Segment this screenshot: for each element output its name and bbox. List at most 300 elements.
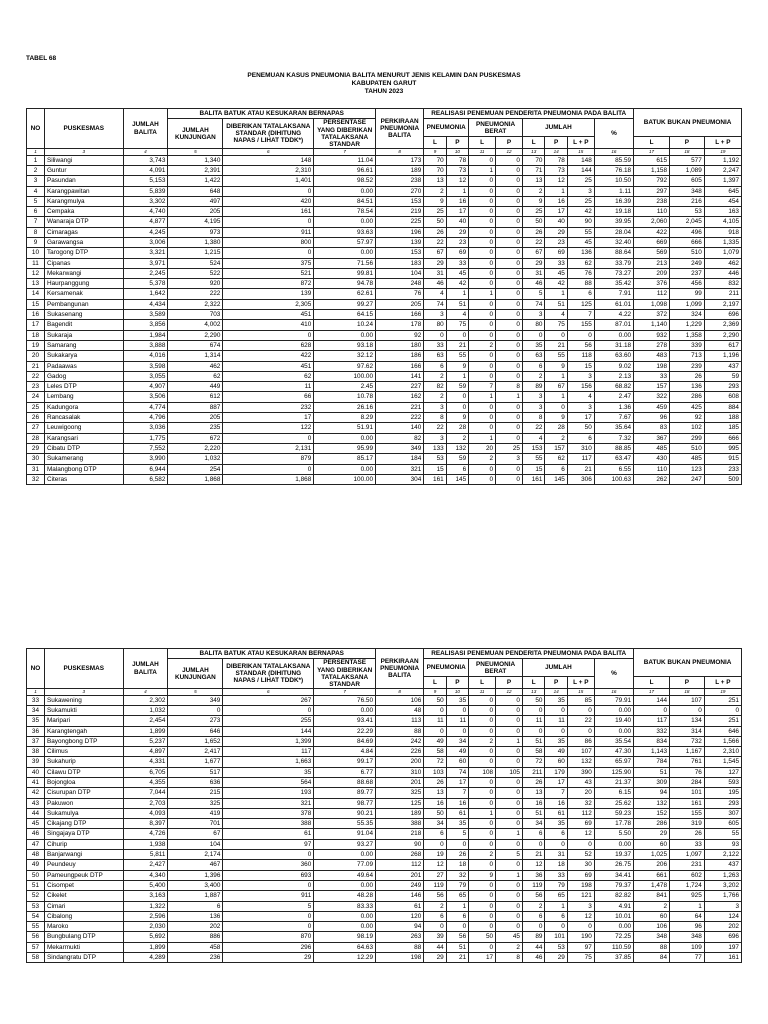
table-cell: 5: [496, 850, 523, 860]
table-cell: 410: [223, 320, 314, 330]
table-cell: 7,552: [123, 443, 168, 453]
puskesmas-name-cell: Singajaya DTP: [44, 829, 123, 839]
table-cell: 16: [545, 196, 567, 206]
table-cell: 732: [670, 736, 705, 746]
table-cell: 190: [567, 932, 594, 942]
table-cell: 3,006: [123, 237, 168, 247]
table-cell: 1,032: [123, 705, 168, 715]
table-cell: 235: [168, 423, 223, 433]
table-cell: 6.15: [594, 788, 633, 798]
table-cell: 61: [223, 829, 314, 839]
table-cell: 437: [704, 361, 741, 371]
puskesmas-name-cell: Banjarwangi: [44, 850, 123, 860]
table-cell: 98.52: [314, 176, 376, 186]
table-cell: 0: [469, 330, 496, 340]
table-cell: 94: [634, 788, 670, 798]
table-cell: 75: [446, 320, 468, 330]
table-cell: 0: [223, 248, 314, 258]
table-cell: 522: [168, 268, 223, 278]
header-jumlah-kunjungan: JUMLAH KUNJUNGAN: [168, 119, 223, 149]
table-cell: 28: [446, 423, 468, 433]
table-cell: 103: [424, 767, 446, 777]
table-cell: 136: [670, 382, 705, 392]
column-number: 11: [469, 149, 496, 156]
table-cell: 1,545: [704, 757, 741, 767]
table-cell: 22: [27, 371, 45, 381]
table-cell: 4,877: [123, 217, 168, 227]
table-cell: 6: [27, 207, 45, 217]
table-cell: 2,290: [168, 330, 223, 340]
table-cell: 0: [446, 839, 468, 849]
table-cell: 157: [634, 382, 670, 392]
table-cell: 31: [27, 464, 45, 474]
table-cell: 2: [522, 901, 544, 911]
table-cell: 496: [670, 227, 705, 237]
table-cell: 0: [567, 922, 594, 932]
table-cell: 3,598: [123, 361, 168, 371]
table-cell: 249: [376, 880, 424, 890]
table-cell: 13: [522, 788, 544, 798]
table-cell: 1: [446, 186, 468, 196]
table-cell: 2,030: [123, 922, 168, 932]
table-row: [27, 747, 742, 757]
table-cell: 26: [424, 227, 446, 237]
table-cell: 1: [469, 808, 496, 818]
table-cell: 75: [545, 320, 567, 330]
column-number: 13: [522, 149, 544, 156]
header-pneumonia: PNEUMONIA: [424, 659, 469, 677]
table-cell: 58: [27, 953, 45, 963]
table-cell: 451: [223, 361, 314, 371]
table-cell: 161: [522, 474, 544, 484]
table-cell: 92: [376, 330, 424, 340]
table-cell: 0: [446, 392, 468, 402]
table-cell: 55: [522, 454, 544, 464]
table-cell: 161: [223, 207, 314, 217]
table-cell: 188: [704, 413, 741, 423]
table-cell: 226: [376, 747, 424, 757]
table-cell: 33: [446, 258, 468, 268]
table-cell: 0: [496, 402, 523, 412]
table-cell: 1,677: [168, 757, 223, 767]
table-cell: 1,899: [123, 942, 168, 952]
header-p: P: [670, 677, 705, 689]
table-cell: 4: [567, 392, 594, 402]
table-cell: 119: [522, 880, 544, 890]
table-cell: 1,322: [123, 901, 168, 911]
table-cell: 886: [168, 932, 223, 942]
column-number: 6: [223, 689, 314, 696]
table-cell: 39: [424, 932, 446, 942]
table-cell: 35: [27, 716, 45, 726]
puskesmas-name-cell: Sukaraja: [44, 330, 123, 340]
table-cell: 1,089: [670, 165, 705, 175]
table-cell: 314: [670, 726, 705, 736]
table-cell: 263: [376, 932, 424, 942]
table-cell: 2,322: [168, 299, 223, 309]
table-cell: 485: [670, 454, 705, 464]
table-cell: 0.00: [594, 839, 633, 849]
table-cell: 0.00: [314, 330, 376, 340]
table-cell: 46: [522, 279, 544, 289]
table-row: [27, 207, 742, 217]
header-persentase: PERSENTASE YANG DIBERIKAN TATALAKSANA STANDAR: [314, 119, 376, 149]
column-number: 10: [446, 689, 468, 696]
table-cell: 16: [545, 798, 567, 808]
table-cell: 25: [567, 196, 594, 206]
table-cell: 40: [545, 217, 567, 227]
table-cell: 53: [27, 901, 45, 911]
table-cell: 0: [469, 217, 496, 227]
puskesmas-name-cell: Tarogong DTP: [44, 248, 123, 258]
table-cell: 0: [496, 299, 523, 309]
column-number: 4: [123, 149, 168, 156]
table-cell: 879: [223, 454, 314, 464]
table-cell: 1,025: [634, 850, 670, 860]
table-cell: 93: [704, 839, 741, 849]
table-cell: 145: [446, 474, 468, 484]
table-cell: 0: [496, 237, 523, 247]
table-cell: 437: [704, 860, 741, 870]
table-cell: 197: [704, 942, 741, 952]
table-cell: 13: [522, 176, 544, 186]
table-cell: 52: [567, 850, 594, 860]
table-cell: 68.82: [594, 382, 633, 392]
table-cell: 117: [634, 716, 670, 726]
table-row: [27, 454, 742, 464]
table-cell: 360: [223, 860, 314, 870]
table-cell: 51: [545, 299, 567, 309]
table-cell: 0: [496, 340, 523, 350]
table-cell: 310: [376, 767, 424, 777]
table-cell: 0: [469, 695, 496, 705]
table-cell: 29: [522, 258, 544, 268]
table-cell: 46: [424, 279, 446, 289]
table-cell: 2,131: [223, 443, 314, 453]
table-cell: 4,726: [123, 829, 168, 839]
table-cell: 33: [545, 870, 567, 880]
column-number: 11: [469, 689, 496, 696]
table-cell: 112: [634, 289, 670, 299]
table-cell: 5,400: [123, 880, 168, 890]
table-cell: 10.24: [314, 320, 376, 330]
table-cell: 33.79: [594, 258, 633, 268]
table-cell: 60: [446, 757, 468, 767]
table-cell: 74: [446, 767, 468, 777]
table-cell: 1: [446, 289, 468, 299]
table-cell: 8: [496, 382, 523, 392]
table-cell: 0: [469, 922, 496, 932]
table-cell: 0: [469, 911, 496, 921]
table-cell: 97: [223, 839, 314, 849]
puskesmas-name-cell: Lembang: [44, 392, 123, 402]
table-cell: 101: [670, 788, 705, 798]
header-jumlah: JUMLAH: [522, 119, 594, 137]
table-cell: 7: [27, 217, 45, 227]
puskesmas-name-cell: Haurpanggung: [44, 279, 123, 289]
table-cell: 3: [522, 402, 544, 412]
table-cell: 61: [446, 808, 468, 818]
table-cell: 222: [168, 289, 223, 299]
table-cell: 69: [567, 819, 594, 829]
table-1-body: [27, 155, 742, 485]
table-cell: 148: [567, 155, 594, 165]
table-cell: 911: [223, 227, 314, 237]
table-cell: 0: [496, 860, 523, 870]
table-cell: 56: [27, 932, 45, 942]
table-cell: 45: [27, 819, 45, 829]
table-cell: 28: [27, 433, 45, 443]
table-cell: 9: [545, 413, 567, 423]
table-cell: 113: [376, 716, 424, 726]
table-cell: 26: [446, 850, 468, 860]
table-cell: 0: [469, 423, 496, 433]
table-cell: 0: [496, 217, 523, 227]
table-cell: 33: [670, 839, 705, 849]
table-cell: 321: [223, 798, 314, 808]
table-cell: 99: [670, 289, 705, 299]
table-cell: 995: [704, 443, 741, 453]
puskesmas-name-cell: Mekarwangi: [44, 268, 123, 278]
column-number: 9: [424, 149, 446, 156]
table-cell: 8: [522, 413, 544, 423]
table-cell: 29: [545, 953, 567, 963]
table-cell: 7,044: [123, 788, 168, 798]
header-l: L: [424, 677, 446, 689]
table-cell: 0: [496, 186, 523, 196]
column-number: 12: [496, 689, 523, 696]
table-cell: 28: [545, 423, 567, 433]
table-cell: 21: [545, 340, 567, 350]
table-cell: 348: [670, 932, 705, 942]
table-cell: 0.00: [314, 922, 376, 932]
table-cell: 239: [670, 361, 705, 371]
table-cell: 0: [522, 705, 544, 715]
table-cell: 5,153: [123, 176, 168, 186]
table-cell: 2: [424, 186, 446, 196]
table-cell: 3,506: [123, 392, 168, 402]
table-cell: 4,355: [123, 777, 168, 787]
table-cell: 451: [223, 310, 314, 320]
table-cell: 7: [545, 788, 567, 798]
table-cell: 79.91: [594, 695, 633, 705]
column-number: 14: [545, 689, 567, 696]
table-cell: 4,016: [123, 351, 168, 361]
table-cell: 0: [469, 186, 496, 196]
header-batuk-bukan: BATUK BUKAN PNEUMONIA: [634, 649, 742, 677]
table-cell: 0: [469, 207, 496, 217]
table-cell: 0: [634, 705, 670, 715]
table-cell: 0: [704, 705, 741, 715]
table-cell: 26.75: [594, 860, 633, 870]
table-cell: 0: [469, 299, 496, 309]
table-cell: 161: [670, 798, 705, 808]
puskesmas-name-cell: Rancasalak: [44, 413, 123, 423]
table-cell: 120: [376, 911, 424, 921]
table-cell: 0: [469, 320, 496, 330]
header-pneumonia-berat: PNEUMONIA BERAT: [469, 659, 523, 677]
table-cell: 21: [446, 953, 468, 963]
table-cell: 11: [545, 716, 567, 726]
header-p: P: [670, 137, 705, 149]
table-cell: 2,060: [634, 217, 670, 227]
table-cell: 0: [469, 227, 496, 237]
table-cell: 0: [496, 880, 523, 890]
table-cell: 920: [168, 279, 223, 289]
table-cell: 71: [522, 165, 544, 175]
table-cell: 65: [545, 891, 567, 901]
table-cell: 61: [376, 901, 424, 911]
table-cell: 1: [545, 371, 567, 381]
table-cell: 90.21: [314, 808, 376, 818]
table-cell: 1,566: [704, 736, 741, 746]
table-cell: 485: [634, 443, 670, 453]
table-cell: 35: [545, 819, 567, 829]
table-cell: 5,811: [123, 850, 168, 860]
table-cell: 209: [634, 268, 670, 278]
table-cell: 1: [496, 870, 523, 880]
table-cell: 91.04: [314, 829, 376, 839]
puskesmas-name-cell: Pasundan: [44, 176, 123, 186]
table-cell: 79: [446, 880, 468, 890]
table-cell: 29: [446, 227, 468, 237]
table-cell: 0: [223, 911, 314, 921]
puskesmas-name-cell: Cikelet: [44, 891, 123, 901]
table-cell: 221: [376, 402, 424, 412]
table-cell: 78.54: [314, 207, 376, 217]
table-cell: 2: [27, 165, 45, 175]
header-perkiraan: PERKIRAAN PNEUMONIA BALITA: [376, 649, 424, 689]
table-cell: 1,642: [123, 289, 168, 299]
table-cell: 510: [670, 443, 705, 453]
table-cell: 0: [469, 716, 496, 726]
puskesmas-name-cell: Mekarmukti: [44, 942, 123, 952]
table-row: [27, 392, 742, 402]
table-cell: 78: [545, 155, 567, 165]
table-cell: 205: [376, 299, 424, 309]
table-cell: 1: [496, 829, 523, 839]
table-cell: 3: [567, 901, 594, 911]
table-cell: 93.27: [314, 839, 376, 849]
table-cell: 467: [168, 860, 223, 870]
table-cell: 569: [634, 248, 670, 258]
table-cell: 237: [670, 268, 705, 278]
table-cell: 1,724: [670, 880, 705, 890]
table-cell: 96: [634, 413, 670, 423]
table-cell: 5,237: [123, 736, 168, 746]
table-cell: 54: [27, 911, 45, 921]
title-line-2: KABUPATEN GARUT: [351, 80, 417, 87]
table-cell: 3,036: [123, 423, 168, 433]
table-cell: 22.29: [314, 726, 376, 736]
table-cell: 1: [446, 371, 468, 381]
table-cell: 12: [567, 911, 594, 921]
table-cell: 0.00: [594, 330, 633, 340]
table-cell: 0: [446, 705, 468, 715]
table-cell: 262: [634, 474, 670, 484]
table-cell: 425: [670, 402, 705, 412]
table-cell: 0: [424, 839, 446, 849]
puskesmas-name-cell: Karangtengah: [44, 726, 123, 736]
table-cell: 0: [496, 279, 523, 289]
table-cell: 19.40: [594, 716, 633, 726]
table-cell: 270: [376, 186, 424, 196]
table-cell: 293: [704, 798, 741, 808]
table-cell: 51: [522, 736, 544, 746]
table-cell: 701: [168, 819, 223, 829]
table-cell: 0: [469, 371, 496, 381]
table-cell: 161: [704, 953, 741, 963]
table-cell: 1: [27, 155, 45, 165]
table-cell: 420: [223, 196, 314, 206]
table-cell: 1,263: [704, 870, 741, 880]
table-cell: 2.13: [594, 371, 633, 381]
table-cell: 153: [522, 443, 544, 453]
table-cell: 205: [168, 207, 223, 217]
table-row: [27, 433, 742, 443]
table-cell: 0: [496, 258, 523, 268]
table-cell: 517: [168, 767, 223, 777]
table-cell: 12: [424, 860, 446, 870]
table-row: [27, 860, 742, 870]
table-cell: 310: [567, 443, 594, 453]
table-cell: 16: [446, 196, 468, 206]
header-l: L: [522, 677, 544, 689]
table-cell: 3: [704, 901, 741, 911]
table-cell: 29: [424, 953, 446, 963]
table-cell: 51: [27, 880, 45, 890]
header-persen: %: [594, 659, 633, 689]
table-cell: 2,174: [168, 850, 223, 860]
table-row: [27, 942, 742, 952]
table-cell: 1,192: [704, 155, 741, 165]
table-cell: 11: [424, 716, 446, 726]
table-cell: 17: [446, 777, 468, 787]
table-cell: 10.78: [314, 392, 376, 402]
column-number: 15: [567, 149, 594, 156]
table-cell: 0: [424, 705, 446, 715]
table-cell: 0: [567, 705, 594, 715]
table-cell: 198: [634, 361, 670, 371]
table-cell: 4,195: [168, 217, 223, 227]
table-cell: 1: [496, 736, 523, 746]
table-cell: 1: [545, 289, 567, 299]
table-cell: 2,220: [168, 443, 223, 453]
column-number: 17: [634, 149, 670, 156]
table-cell: 43: [567, 777, 594, 787]
table-cell: 1,167: [670, 747, 705, 757]
puskesmas-name-cell: Gadog: [44, 371, 123, 381]
table-cell: 26: [670, 371, 705, 381]
table-cell: 69: [567, 870, 594, 880]
table-cell: 4,105: [704, 217, 741, 227]
table-cell: 3,202: [704, 880, 741, 890]
table-cell: 9: [522, 196, 544, 206]
table-cell: 0: [496, 413, 523, 423]
table-cell: 36: [522, 870, 544, 880]
table-cell: 96.61: [314, 165, 376, 175]
table-cell: 25: [27, 402, 45, 412]
table-cell: 50: [27, 870, 45, 880]
table-cell: 102: [670, 423, 705, 433]
table-cell: 0: [469, 268, 496, 278]
table-cell: 1,396: [168, 870, 223, 880]
table-cell: 3: [522, 310, 544, 320]
table-cell: 72: [522, 757, 544, 767]
table-cell: 8: [496, 953, 523, 963]
table-cell: 375: [223, 258, 314, 268]
table-cell: 49: [545, 747, 567, 757]
